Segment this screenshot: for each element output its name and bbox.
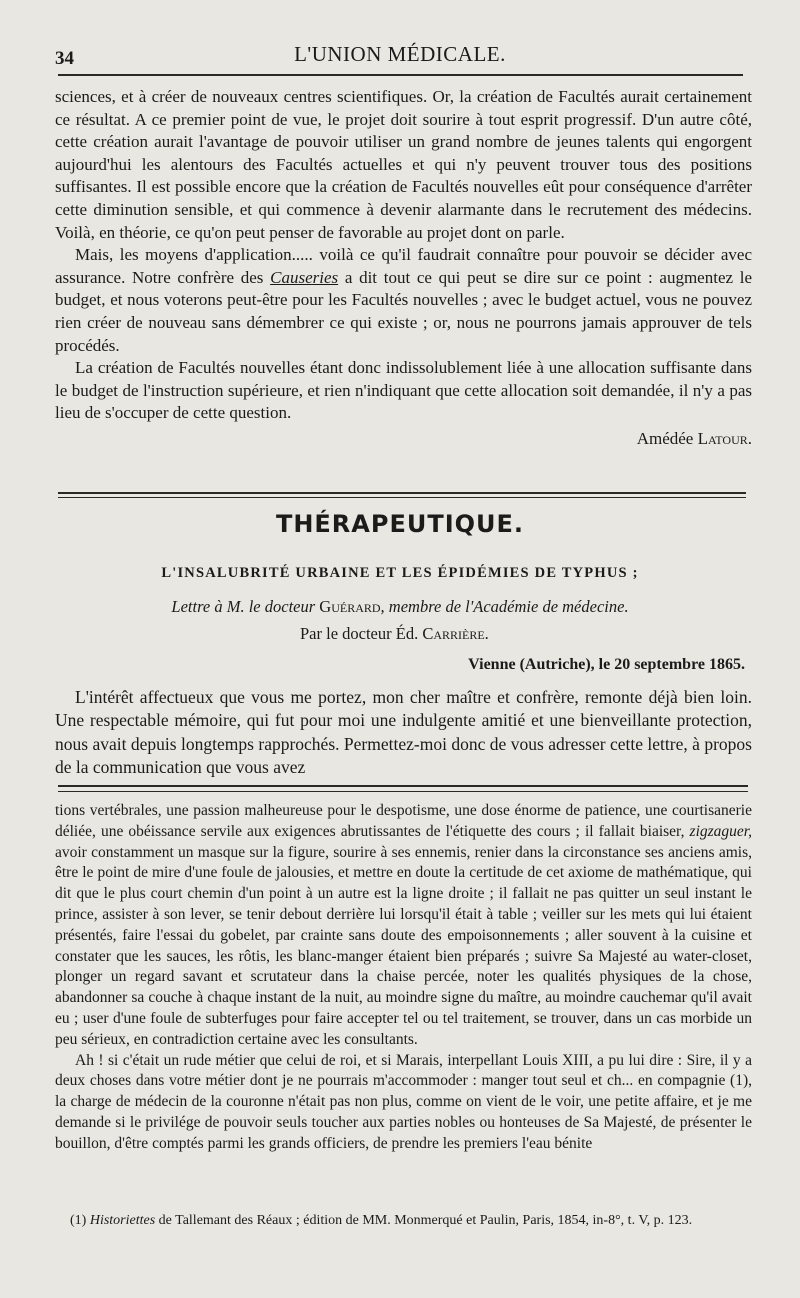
footnote-marker: (1)	[70, 1213, 90, 1228]
footnote-work: Historiettes	[89, 1213, 156, 1228]
intro-paragraph-2-end: a dit tout ce qui peut se dire sur ce point : augmentez le budget, et nous voterons peut-être pour les Facultés nouvelles ; avec le budget actuel, vous ne pouvez rien créer de nouveau sans démembrer ce qui existe ; or, nous ne pourrons jamais approuver de tels procédés.	[55, 267, 753, 355]
feuilleton-rule-bottom	[58, 791, 748, 792]
intro-column	[55, 86, 752, 451]
journal-title: L'UNION MÉDICALE.	[294, 42, 506, 66]
article-body	[55, 686, 752, 779]
header-rule	[58, 74, 743, 76]
article-author	[300, 624, 600, 644]
signature	[55, 428, 752, 451]
feuilleton-p1-start: tions vertébrales, une passion malheureuse pour le despotisme, une dose énorme de patience, une courtisanerie déliée, une obéissance servile aux exigences abrutissantes de l'étiquette des cours ; il fallait biaiser,	[55, 802, 752, 840]
footnote-text: de Tallemant des Réaux ; édition de MM. Monmerqué et Paulin, Paris, 1854, in-8°, t. V, p. 123.	[155, 1213, 693, 1228]
section-rule-top	[58, 492, 746, 494]
intro-paragraph-3: La création de Facultés nouvelles étant donc indissolublement liée à une allocation suffisante dans le budget de l'instruction supérieure, et rien n'indiquant que cette allocation soit demandée, il n'y a pas lieu de s'occuper de cette question.	[55, 358, 752, 423]
addressee-prefix: Lettre à M. le docteur	[171, 597, 320, 616]
article-addressee	[55, 597, 745, 617]
zigzaguer-word: zigzaguer,	[689, 822, 752, 840]
causeries-ref: Causeries	[270, 267, 339, 287]
feuilleton-rule-top	[58, 785, 748, 787]
article-dateline: Vienne (Autriche), le 20 septembre 1865.	[468, 656, 745, 673]
intro-paragraph-2	[55, 244, 752, 357]
intro-paragraph-2-start: Mais, les moyens d'application..... voilà ce qu'il faudrait connaître pour pouvoir se décider avec assurance. Notre confrère des	[55, 245, 752, 287]
section-rule-bottom	[58, 497, 746, 498]
addressee-name: Guérard	[319, 597, 381, 616]
feuilleton-p1-end: avoir constamment un masque sur la figure, sourire à ses ennemis, renier dans la circonstance ses anciens amis, être le point de mire d'une foule de jalousies, et mettre en doute la certitude de cet axiome de mathématique, qui dit que le plus court chemin d'un point à un autre est la ligne droite ; il fallait ne pas quitter un seul instant le prince, assister à son lever, se tenir debout derrière lui lorsqu'il était à table ; veiller sur les mets qui lui étaient présentés, faire l'essai du gobelet, par crainte sans doute des empoisonnements ; aller souvent à la cuisine et constater que les sauces, les rôtis, les blanc-manger étaient bien préparés ; suivre Sa Majesté au water-closet, plonger un regard savant et scrutateur dans la chaise percée, noter les qualités physiques de la chose, abandonner sa couche à chaque instant de la nuit, au moindre signe du maître, au moindre cauchemar qu'il avait eu ; user d'une foule de subterfuges pour faire accepter tel ou tel traitement, se trouver, dans un cas morbide un peu sérieux, en contradiction certaine avec les consultants.	[55, 843, 752, 1048]
running-head	[55, 40, 745, 70]
article-title: L'INSALUBRITÉ URBAINE ET LES ÉPIDÉMIES DE TYPHUS ;	[161, 565, 639, 581]
author-name: Carrière.	[422, 624, 489, 643]
feuilleton-paragraph-2: Ah ! si c'était un rude métier que celui de roi, et si Marais, interpellant Louis XIII, a pu lui dire : Sire, il y a deux choses dans votre métier dont je ne pourrais m'accommoder : manger tout seul et ch... en compagnie (1), la charge de médecin de la couronne n'était pas non plus, comme on vient de le voir, une petite affaire, et je me demande si le privilége de pouvoir seuls toucher aux parties nobles ou honteuses de Sa Majesté, de présenter le bouillon, d'être comptés parmi les grands officiers, de prendre les premiers l'eau bénite	[55, 1051, 752, 1152]
addressee-suffix: , membre de l'Académie de médecine.	[380, 597, 629, 616]
intro-paragraph-1: sciences, et à créer de nouveaux centres scientifiques. Or, la création de Facultés aurait certainement ce résultat. A ce premier point de vue, le projet doit sourire à tout esprit progressif. D'un autre côté, cette création aurait l'avantage de pouvoir utiliser un grand nombre de jeunes talents qui engorgent aujourd'hui les alentours des Facultés actuelles et qui n'y peuvent trouver tous des positions suffisantes. Il est possible encore que la création de Facultés nouvelles eût pour conséquence d'arrêter cette diminution sensible, et qui commence à devenir alarmante dans le recrutement des médecins. Voilà, en théorie, ce qu'on peut penser de favorable au projet dont on parle.	[55, 87, 752, 242]
feuilleton-paragraph-1	[55, 801, 752, 1051]
article-paragraph: L'intérêt affectueux que vous me portez, mon cher maître et confrère, remonte déjà bien loin. Une respectable mémoire, qui fut pour moi une indulgente amitié et une bienveillante protection, nous avait depuis longtemps rapprochés. Permettez-moi donc de vous adresser cette lettre, à propos de la communication que vous avez	[55, 687, 752, 777]
footnote	[70, 1212, 760, 1230]
signature-last-name: Latour.	[697, 428, 752, 448]
section-title: THÉRAPEUTIQUE.	[275, 510, 525, 538]
signature-first-name: Amédée	[636, 428, 698, 448]
author-prefix: Par le docteur Éd.	[300, 624, 423, 643]
feuilleton-column	[55, 801, 752, 1155]
page-number: 34	[55, 48, 74, 69]
